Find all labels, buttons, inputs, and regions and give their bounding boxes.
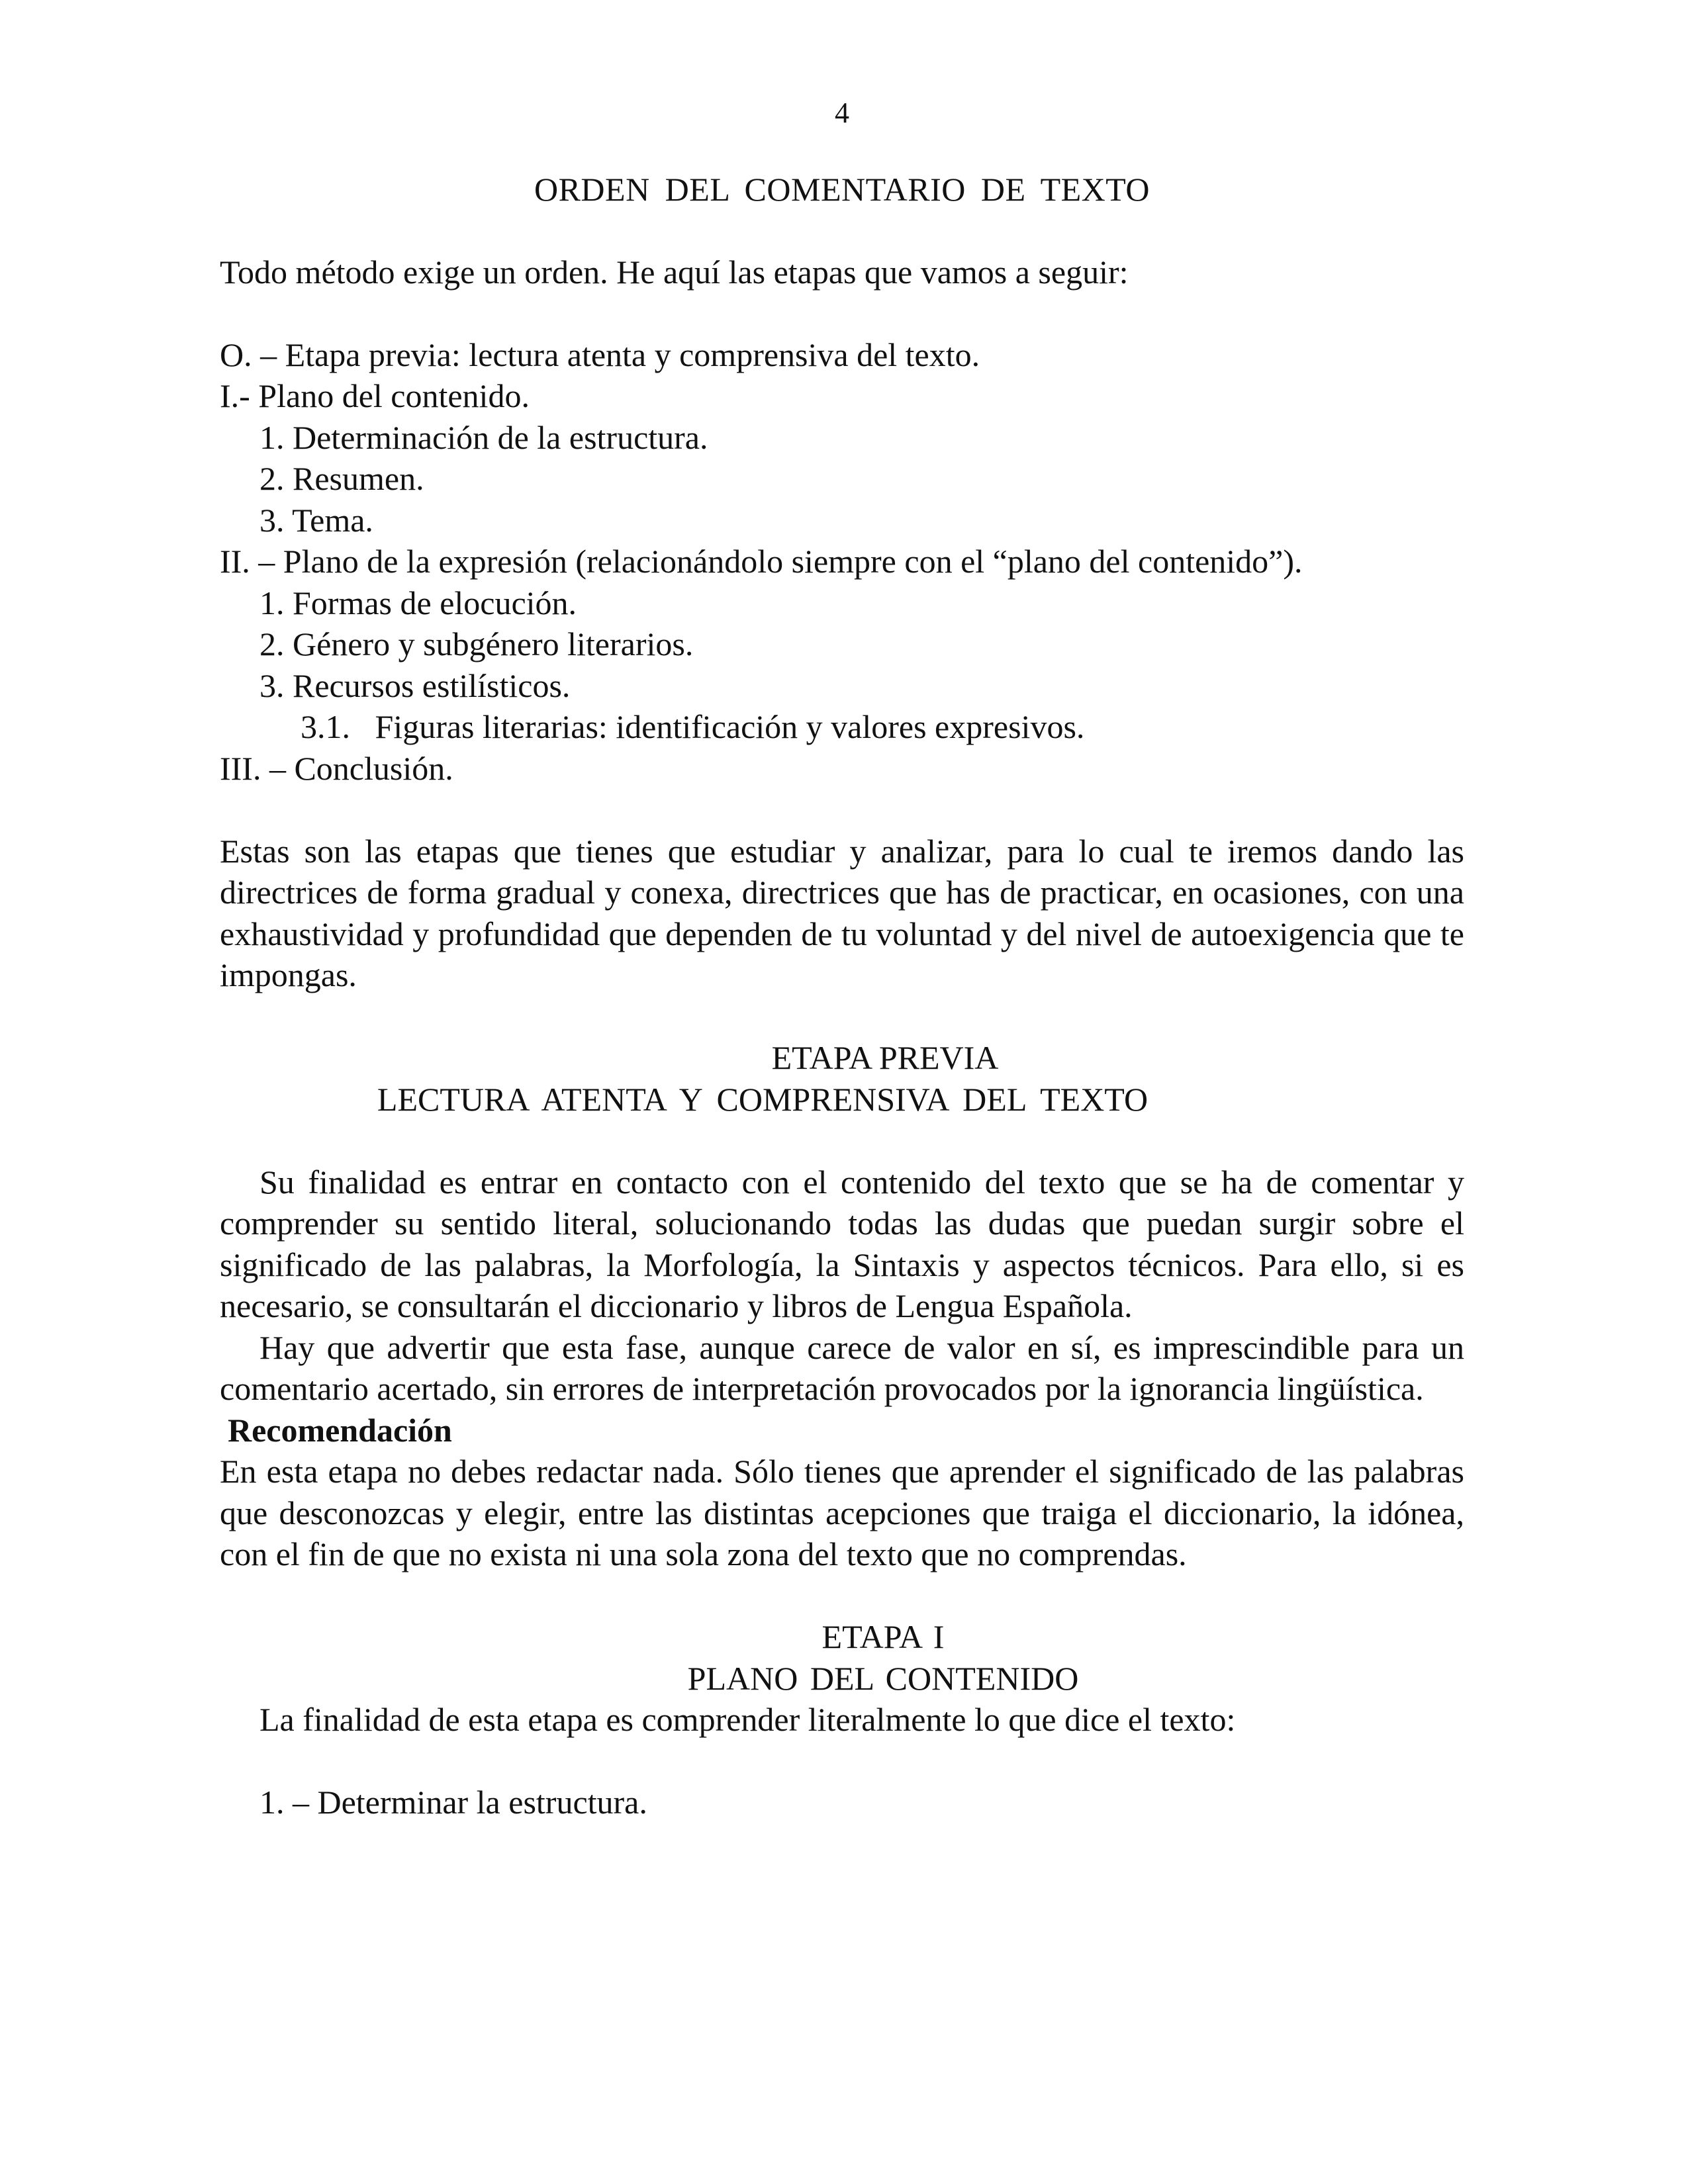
intro-text: Todo método exige un orden. He aquí las etapas que vamos a seguir: [220, 253, 1129, 291]
etapa-previa-paragraph-1: Su finalidad es entrar en contacto con el contenido del texto que se ha de comentar y comprender su sentido literal, solucionando todas las dudas que puedan surgir sobre el significado de las palabras, la Morfología, la Sintaxis y aspectos técnicos. Para ello, si es necesario, se consultarán el diccionario y libros de Lengua Española. [220, 1163, 1464, 1324]
spacer [220, 789, 1464, 831]
spacer [220, 996, 1464, 1038]
recommendation-label: Recomendación [228, 1411, 452, 1449]
spacer [220, 293, 1464, 334]
spacer [220, 210, 1464, 251]
document-title: ORDEN DEL COMENTARIO DE TEXTO [534, 170, 1150, 208]
spacer [220, 1575, 1464, 1617]
outline-subitem: 1. Formas de elocución. [259, 584, 577, 621]
etapa-i-item-1: 1. – Determinar la estructura. [259, 1784, 647, 1821]
etapa-previa-heading: ETAPA PREVIA [771, 1039, 999, 1076]
document-page [220, 93, 1464, 1823]
etapa-i-heading: ETAPA I [821, 1618, 945, 1655]
outline-subitem: 2. Resumen. [259, 460, 424, 497]
outline-item-o: O. – Etapa previa: lectura atenta y comprensiva del texto. [220, 336, 980, 373]
stages-paragraph: Estas son las etapas que tienes que estudiar y analizar, para lo cual te iremos dando las directrices de forma gradual y conexa, directrices que has de practicar, en ocasiones, con una exhaustividad y profundidad que dependen de tu voluntad y del nivel de autoexigencia que te impongas. [220, 832, 1464, 993]
spacer [220, 1120, 1464, 1161]
spacer [220, 1741, 1464, 1782]
recommendation-text: En esta etapa no debes redactar nada. Sólo tienes que aprender el significado de las palabras que desconozcas y elegir, entre las distintas acepciones que traiga el diccionario, la idónea, con el fin de que no exista ni una sola zona del texto que no comprendas. [220, 1453, 1464, 1572]
outline-subitem: 3. Recursos estilísticos. [259, 666, 571, 704]
etapa-i-paragraph: La finalidad de esta etapa es comprender literalmente lo que dice el texto: [259, 1701, 1236, 1738]
outline-item-ii: II. – Plano de la expresión (relacionándolo siempre con el “plano del contenido”). [220, 543, 1303, 580]
etapa-previa-paragraph-2: Hay que advertir que esta fase, aunque carece de valor en sí, es imprescindible para un comentario acertado, sin errores de interpretación provocados por la ignorancia lingüística. [220, 1328, 1464, 1407]
outline-subitem: 2. Género y subgénero literarios. [259, 625, 694, 662]
outline-item-i: I.- Plano del contenido. [220, 377, 530, 414]
outline-subitem: 1. Determinación de la estructura. [259, 418, 708, 456]
outline-item-iii: III. – Conclusión. [220, 749, 453, 787]
outline-subsubitem: 3.1. Figuras literarias: identificación y valores expresivos. [301, 708, 1085, 745]
etapa-i-subheading: PLANO DEL CONTENIDO [687, 1659, 1079, 1697]
stages-outline [220, 334, 1464, 790]
etapa-previa-subheading: LECTURA ATENTA Y COMPRENSIVA DEL TEXTO [377, 1080, 1149, 1118]
outline-subitem: 3. Tema. [259, 501, 373, 539]
page-number: 4 [835, 97, 849, 129]
